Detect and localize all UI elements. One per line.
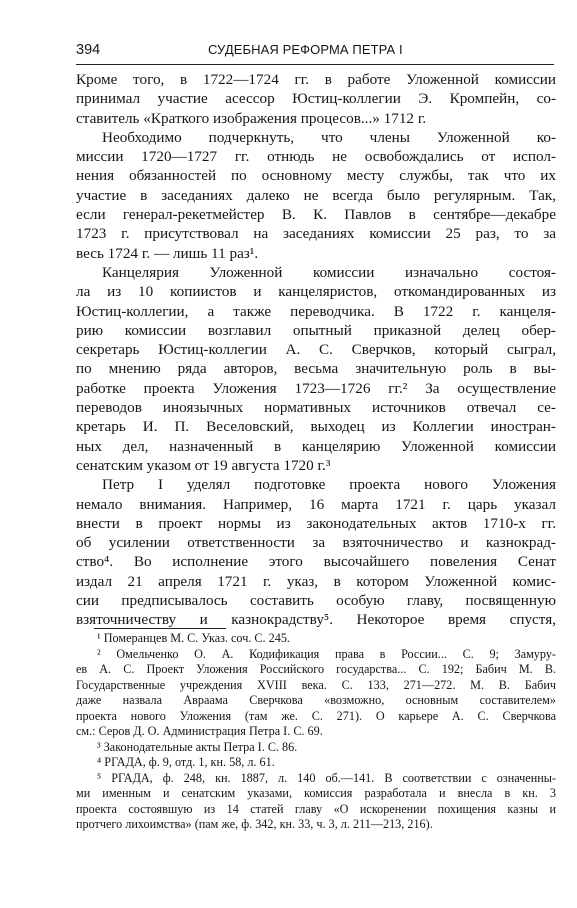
text-line: немало внимания. Например, 16 марта 1721 г. царь указал <box>76 495 556 513</box>
text-line: участие в заседаниях далеко не всегда было регулярным. Так, <box>76 186 556 204</box>
text-line: по мнению ряда авторов, весьма значительную роль в вы- <box>76 360 556 378</box>
text-line: переводов иноязычных нормативных источников отвечал се- <box>76 399 556 417</box>
main-text <box>76 70 556 630</box>
text-line: ставитель «Краткого изображения процесов...» 1712 г. <box>76 109 427 127</box>
footnote-line: ¹ Померанцев М. С. Указ. соч. С. 245. <box>97 631 290 645</box>
footnote-line: Государственные учреждения XVIII века. С. 133, 271—272. М. В. Бабич <box>76 677 556 692</box>
text-line: работке проекта Уложения 1723—1726 гг.² За осуществление <box>76 379 556 397</box>
page-header <box>76 40 554 66</box>
text-line: 1723 г. присутствовал на заседаниях комиссии 25 раз, то за <box>76 225 556 243</box>
header-rule <box>76 64 554 65</box>
footnote-line: ⁴ РГАДА, ф. 9, отд. 1, кн. 58, л. 61. <box>97 755 275 769</box>
text-line: ных дел, назначенный в канцелярию Уложенной комиссии <box>76 437 556 455</box>
footnote-line: ² Омельченко О. А. Кодификация права в России... С. 9; Замуру- <box>97 646 556 661</box>
text-line: весь 1724 г. — лишь 11 раз¹. <box>76 244 259 262</box>
text-line: ство⁴. Во исполнение этого высочайшего повеления Сенат <box>76 553 556 571</box>
text-line: рию комиссии возглавил опытный приказной делец обер- <box>76 321 556 339</box>
running-title: СУДЕБНАЯ РЕФОРМА ПЕТРА I <box>208 42 403 57</box>
footnote-separator <box>94 628 226 629</box>
text-line: Юстиц-коллегии, а также переводчика. В 1722 г. канцеля- <box>76 302 556 320</box>
footnote-line: ⁵ РГАДА, ф. 248, кн. 1887, л. 140 об.—141. В соответствии с означенны- <box>97 770 556 785</box>
text-line: миссии 1720—1727 гг. отнюдь не освобождались от испол- <box>76 148 556 166</box>
text-line: сии предписывалось составить особую главу, посвященную <box>76 592 556 610</box>
text-line: кретарь И. П. Веселовский, выходец из Коллегии иностран- <box>76 418 556 436</box>
text-line: взяточничеству и казнокрадству⁵. Некоторое время спустя, <box>76 611 556 629</box>
text-line: Кроме того, в 1722—1724 гг. в работе Уложенной комиссии <box>76 71 556 88</box>
text-line: секретарь Юстиц-коллегии А. С. Сверчков, который сыграл, <box>76 341 556 359</box>
text-line: Необходимо подчеркнуть, что члены Уложенной ко- <box>102 128 556 146</box>
text-line: об усилении ответственности за взяточничество и казнокрад- <box>76 534 556 552</box>
text-line: сенатским указом от 19 августа 1720 г.³ <box>76 456 331 474</box>
text-line: нения обязанностей по основному месту службы, так что их <box>76 167 556 185</box>
footnote-line: ми именным и сенатским указами, комиссия разработала и внесла в кн. 3 <box>76 786 556 800</box>
footnote-line: ³ Законодательные акты Петра I. С. 86. <box>97 739 298 754</box>
footnotes <box>76 631 556 833</box>
text-line: принимал участие асессор Юстиц-коллегии Э. Кромпейн, со- <box>76 90 556 108</box>
footnote-line: проекта состоявшую из 14 статей главу «О искоренении похищения казны и <box>76 801 556 816</box>
footnote-line: проекта нового Уложения (там же. С. 271). О карьере А. С. Сверчкова <box>76 708 556 723</box>
text-line: издал 21 апреля 1721 г. указ, в котором Уложенной комис- <box>76 572 556 590</box>
text-line: если генерал-рекетмейстер В. К. Павлов в сентябре—декабре <box>76 206 556 224</box>
page-number: 394 <box>76 42 101 58</box>
footnote-line: см.: Серов Д. О. Администрация Петра I. С. 69. <box>76 724 323 738</box>
footnote-line: ев А. С. Проект Уложения Российского государства... С. 192; Бабич М. В. <box>76 662 556 676</box>
text-line: внести в проект нормы из законодательных актов 1710-х гг. <box>76 514 556 532</box>
text-line: ла из 10 копиистов и канцеляристов, откомандированных из <box>76 283 556 301</box>
text-line: Петр I уделял подготовке проекта нового Уложения <box>102 476 556 494</box>
footnote-line: даже назвала Авраама Сверчкова «возможно, основным составителем» <box>76 693 556 707</box>
text-line: Канцелярия Уложенной комиссии изначально состоя- <box>102 263 556 281</box>
footnote-line: протчего лихоимства» (пам же, ф. 342, кн. 33, ч. 3, л. 211—213, 216). <box>76 817 433 831</box>
